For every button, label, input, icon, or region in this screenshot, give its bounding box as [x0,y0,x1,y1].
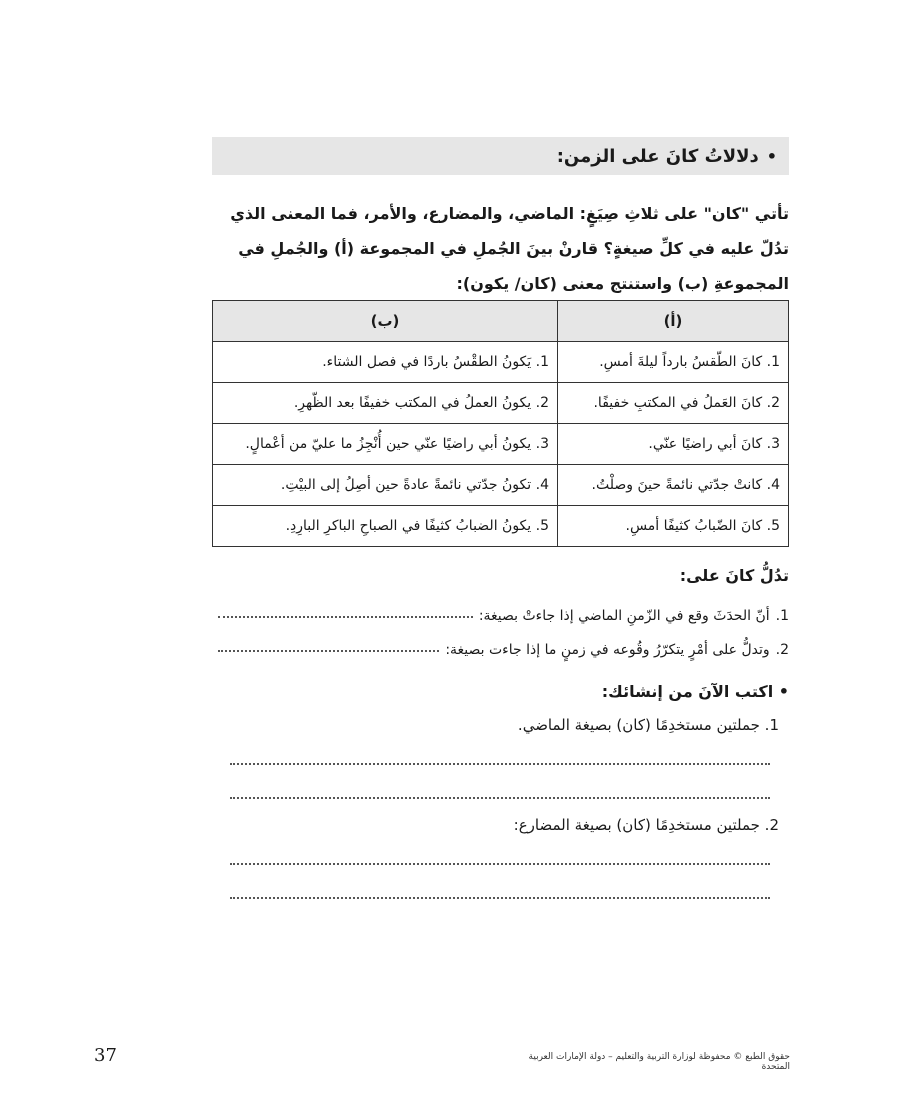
page-number: 37 [94,1045,117,1066]
bullet-icon: • [778,682,789,701]
header-group-a: (أ) [558,301,789,342]
write-title: اكتب الآنَ من إنشائك: [601,682,774,701]
table-row [213,342,789,383]
copyright-notice: حقوق الطبع © محفوظة لوزارة التربية والتعليم – دولة الإمارات العربية المتحدة [528,1052,790,1072]
table-row [213,424,789,465]
cell-b: 5. يكونُ الضبابُ كثيفًا في الصباحِ الباكرِ البارِدِ. [213,506,558,547]
write-heading [212,682,789,701]
header-group-b: (ب) [213,301,558,342]
table-header-row [213,301,789,342]
cell-b: 2. يكونُ العملُ في المكتب خفيفًا بعد الظّهرِ. [213,383,558,424]
cell-a: 1. كانَ الطّقسُ بارداً ليلةَ أمسِ. [558,342,789,383]
bullet-icon: • [766,146,777,166]
cell-b: 4. تكونُ جدّتي نائمةً عادةً حين أصِلُ إلى البيْتِ. [213,465,558,506]
intro-paragraph: تأتي "كان" على ثلاثِ صِيَغٍ: الماضي، والمضارع، والأمر، فما المعنى الذي تدُلّ عليه في كلِّ صيغةٍ؟ قارنْ بينَ الجُملِ في المجموعة (أ) والجُملِ في المجموعةِ (ب) واستنتج معنى (كان/ يكون): [230,204,789,293]
item-text: وتدلُّ على أمْرٍ يتكرّرُ وقُوعه في زمنٍ ما إذا جاءت بصيغة: [445,642,770,658]
cell-a: 4. كانتْ جدّتي نائمةً حينَ وصلْتُ. [558,465,789,506]
indicates-heading: تدُلُّ كانَ على: [679,566,789,585]
cell-a: 2. كانَ العَملُ في المكتبِ خفيفًا. [558,383,789,424]
table-row [213,465,789,506]
answer-line[interactable] [230,863,770,865]
comparison-table [212,300,789,547]
item-number: 2. [775,642,789,658]
answer-line[interactable] [230,797,770,799]
task-text: جملتين مستخدِمًا (كان) بصيغة المضارع: [513,816,760,834]
cell-b: 1. يَكونُ الطقْسُ باردًا في فصل الشتاء. [213,342,558,383]
task-text: جملتين مستخدِمًا (كان) بصيغة الماضي. [517,716,760,734]
answer-blank[interactable] [218,649,439,652]
item-text: أنّ الحدَثَ وقع في الزّمنِ الماضي إذا جاءتْ بصيغة: [478,608,770,624]
answer-line[interactable] [230,763,770,765]
table-row [213,506,789,547]
item-number: 1. [775,608,789,624]
task-number: 1. [764,716,779,734]
fill-in-item [218,632,789,658]
answer-blank[interactable] [218,615,473,618]
writing-task [212,716,779,734]
table-row [213,383,789,424]
cell-a: 3. كانَ أبي راضيًا عنّي. [558,424,789,465]
cell-b: 3. يكونُ أبي راضيًا عنّي حين أُنْجِزُ ما عليّ من أعْمالٍ. [213,424,558,465]
section-header [212,137,789,175]
section-title: دلالاتُ كانَ على الزمن: [556,145,759,167]
fill-in-item [218,598,789,624]
answer-line[interactable] [230,897,770,899]
cell-a: 5. كانَ الضّبابُ كثيفًا أمسِ. [558,506,789,547]
writing-task [212,816,779,834]
task-number: 2. [764,816,779,834]
